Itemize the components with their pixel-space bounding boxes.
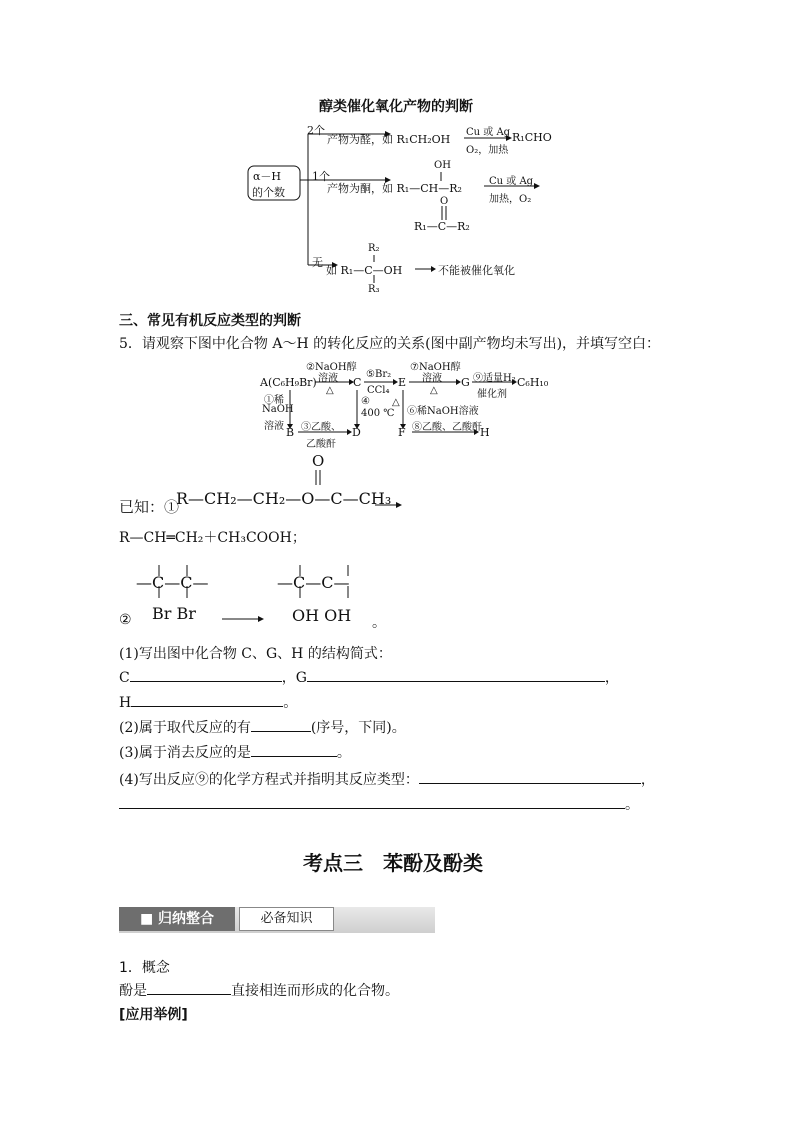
branch1-text: 产物为醛，如 R₁CH₂OH: [327, 133, 451, 146]
branch3-r3: R₃: [368, 284, 380, 295]
branch3-count: 无: [312, 256, 323, 269]
compound-d: D: [352, 426, 361, 439]
branch1-product: R₁CHO: [512, 131, 552, 144]
banner-right: 必备知识: [239, 907, 334, 931]
section3-heading: 三、常见有机反应类型的判断: [119, 313, 301, 329]
reagent-3-top: ③乙酸、: [301, 422, 341, 433]
reagent-7-top: ⑦NaOH醇: [410, 362, 461, 373]
known-ester: R—CH₂—CH₂—O—C—CH₃: [176, 489, 392, 508]
q3-text: (3)属于消去反应的是: [119, 745, 251, 761]
branch3-alcohol: 如 R₁—C—OH: [326, 264, 403, 277]
q4-answer-blank-2[interactable]: [119, 794, 625, 809]
reagent-3-bot: 乙酸酐: [306, 439, 336, 450]
q4-comma: ，: [640, 772, 655, 788]
compound-g: G: [461, 376, 470, 389]
branch2-oh: OH: [434, 160, 451, 171]
known-dibromide: —C—C—: [136, 573, 209, 592]
branch2-ketone: R₁—C—R₂: [414, 220, 470, 233]
branch3-r2: R₂: [368, 243, 380, 254]
known-label-2: ②: [119, 612, 132, 628]
concept-definition: [119, 980, 399, 1000]
branch1-cond-top: Cu 或 Ag: [466, 127, 511, 138]
concept-heading: 1．概念: [119, 960, 170, 976]
reagent-6-line1: △: [392, 397, 400, 408]
reagent-6-line2: ⑥稀NaOH溶液: [407, 406, 479, 417]
reagent-2-top: ②NaOH醇: [306, 362, 357, 373]
final-product: C₆H₁₀: [517, 376, 549, 389]
section-title: 考点三 苯酚及酚类: [303, 851, 483, 875]
g-answer-blank[interactable]: [307, 667, 605, 682]
reagent-4-line1: ④: [361, 396, 370, 407]
reagent-4-line2: 400 ℃: [361, 408, 395, 419]
reagent-7-mid: 溶液: [422, 373, 442, 384]
compound-h: H: [480, 426, 490, 439]
alpha-h-box-line1: α－H: [253, 170, 282, 183]
reagent-7-bot: △: [430, 385, 438, 396]
branch1-count: 2个: [307, 124, 325, 137]
q3-answer-blank[interactable]: [251, 742, 337, 757]
known-product-1: R—CH═CH₂＋CH₃COOH；: [119, 530, 306, 546]
question-2: [119, 717, 406, 737]
known-oh: OH OH: [292, 606, 352, 625]
reagent-2-bot: △: [326, 385, 334, 396]
answer-row-h: [119, 692, 297, 712]
known-br: Br Br: [152, 604, 196, 623]
q4-text: (4)写出反应⑨的化学方程式并指明其反应类型：: [119, 772, 419, 788]
alpha-h-box-line2: 的个数: [252, 186, 285, 199]
compound-a: A(C₆H₉Br): [260, 376, 317, 389]
branch1-cond-bottom: O₂，加热: [466, 145, 509, 156]
compound-c: C: [353, 376, 362, 389]
reagent-9-top: ⑨适量H₂: [473, 373, 516, 384]
q2-suffix: (序号，下同)。: [310, 720, 406, 736]
branch2-cond-top: Cu 或 Ag: [489, 176, 534, 187]
question-5: 5．请观察下图中化合物 A～H 的转化反应的关系(图中副产物均未写出)，并填写空白：: [119, 336, 661, 352]
question-4: [119, 769, 655, 789]
branch2-cond-bottom: 加热，O₂: [489, 194, 532, 205]
h-answer-blank[interactable]: [131, 692, 283, 707]
c-label: C: [119, 670, 130, 686]
application-example: [应用举例]: [119, 1007, 188, 1023]
branch2-text: 产物为酮，如 R₁—CH—R₂: [327, 182, 462, 195]
answer-row-c-g: [119, 667, 619, 687]
reagent-2-mid: 溶液: [318, 373, 338, 384]
question-3: [119, 742, 351, 762]
concept-def-pre: 酚是: [119, 983, 147, 999]
branch2-ketone-o: O: [440, 196, 449, 207]
reagent-5-top: ⑤Br₂: [366, 369, 392, 380]
compound-e: E: [398, 376, 407, 389]
reagent-1-line3: 溶液: [264, 421, 284, 432]
concept-answer-blank[interactable]: [147, 980, 231, 995]
q2-text: (2)属于取代反应的有: [119, 720, 251, 736]
concept-def-post: 直接相连而形成的化合物。: [231, 983, 399, 999]
known-ester-o: O: [312, 452, 325, 470]
q4-end: 。: [625, 797, 639, 813]
g-comma: ，: [604, 670, 619, 686]
compound-f: F: [398, 426, 406, 439]
reagent-1-line2: NaOH: [262, 404, 294, 415]
banner-left: ■ 归纳整合: [119, 907, 235, 931]
compound-b: B: [286, 426, 295, 439]
branch2-count: 1个: [312, 170, 330, 183]
q3-suffix: 。: [336, 745, 351, 761]
h-end: 。: [283, 695, 298, 711]
q2-answer-blank[interactable]: [251, 717, 311, 732]
reagent-5-bot: CCl₄: [367, 385, 390, 396]
oxidation-title: 醇类催化氧化产物的判断: [319, 99, 473, 115]
known-diol: —C—C—: [277, 573, 350, 592]
reagent-1-line1: ①稀: [264, 395, 284, 406]
g-label: ，G: [281, 670, 307, 686]
branch3-result: 不能被催化氧化: [438, 264, 515, 277]
question-1: (1)写出图中化合物 C、G、H 的结构简式：: [119, 646, 392, 662]
known-prefix: 已知：①: [119, 498, 180, 516]
known-period: 。: [372, 615, 386, 631]
question-4-line2: [119, 794, 639, 814]
q4-answer-blank-1[interactable]: [419, 769, 641, 784]
reagent-9-bot: 催化剂: [477, 389, 507, 400]
h-label: H: [119, 695, 132, 711]
c-answer-blank[interactable]: [130, 667, 282, 682]
reagent-8: ⑧乙酸、乙酸酐: [412, 422, 482, 433]
